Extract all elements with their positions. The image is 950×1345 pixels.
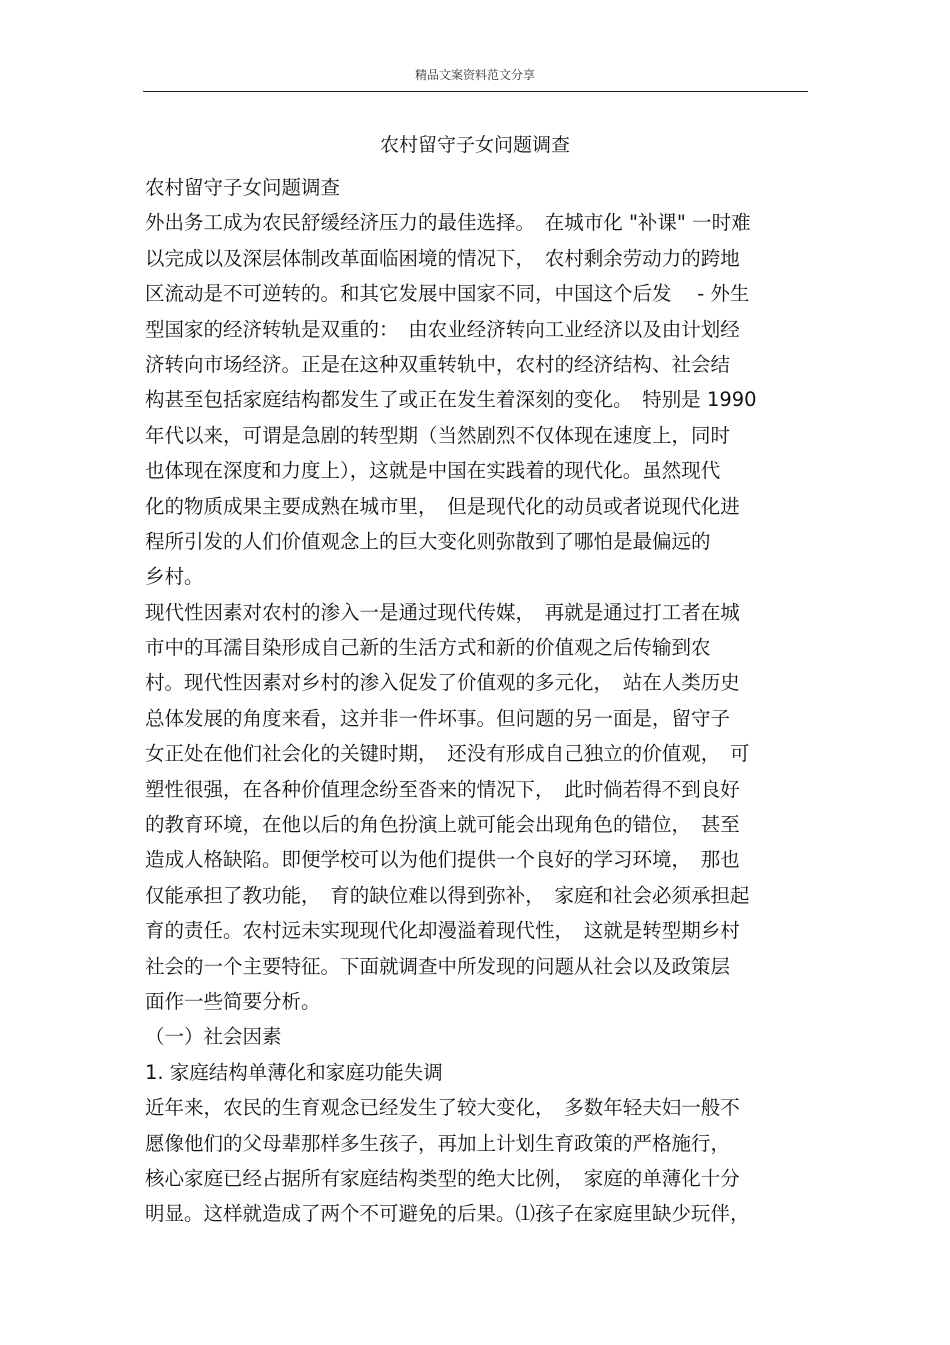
text-line: 仅能承担了教功能， 育的缺位难以得到弥补， 家庭和社会必须承担起 (145, 883, 750, 907)
text-line: 以完成以及深层体制改革面临困境的情况下， 农村剩余劳动力的跨地 (145, 246, 740, 270)
text-line: 乡村。 (145, 565, 204, 589)
text-line: 程所引发的人们价值观念上的巨大变化则弥散到了哪怕是最偏远的 (145, 529, 711, 553)
text-line: 愿像他们的父母辈那样多生孩子，再加上计划生育政策的严格施行， (145, 1131, 731, 1155)
text-line: 核心家庭已经占据所有家庭结构类型的绝大比例， 家庭的单薄化十分 (145, 1166, 740, 1190)
text-line: 型国家的经济转轨是双重的： 由农业经济转向工业经济以及由计划经 (145, 317, 740, 341)
text-line: 农村留守子女问题调查 (145, 176, 341, 199)
text-line: 现代性因素对农村的渗入一是通过现代传媒， 再就是通过打工者在城 (145, 600, 740, 624)
text-line: 构甚至包括家庭结构都发生了或正在发生着深刻的变化。 特别是 1990 (145, 388, 757, 412)
text-line: 育的责任。农村远未实现现代化却漫溢着现代性， 这就是转型期乡村 (145, 919, 740, 943)
text-line: 的教育环境，在他以后的角色扮演上就可能会出现角色的错位， 甚至 (145, 813, 740, 837)
text-line: 外出务工成为农民舒缓经济压力的最佳选择。 在城市化 "补课" 一时难 (145, 211, 751, 235)
page-header: 精品文案资料范文分享 (414, 68, 535, 82)
text-line: 年代以来，可谓是急剧的转型期（当然剧烈不仅体现在速度上，同时 (145, 423, 731, 447)
text-line: 济转向市场经济。正是在这种双重转轨中，农村的经济结构、社会结 (145, 352, 731, 376)
text-line: 区流动是不可逆转的。和其它发展中国家不同，中国这个后发 - 外生 (145, 282, 750, 306)
text-line: 市中的耳濡目染形成自己新的生活方式和新的价值观之后传输到农 (145, 636, 711, 660)
text-line: 塑性很强，在各种价值理念纷至沓来的情况下， 此时倘若得不到良好 (145, 777, 740, 801)
text-line: 明显。这样就造成了两个不可避免的后果。⑴孩子在家庭里缺少玩伴， (145, 1202, 750, 1226)
text-line: 1. 家庭结构单薄化和家庭功能失调 (145, 1060, 443, 1084)
text-line: 也体现在深度和力度上），这就是中国在实践着的现代化。虽然现代 (145, 459, 721, 483)
text-line: 面作一些简要分析。 (145, 989, 321, 1013)
text-line: 近年来，农民的生育观念已经发生了较大变化， 多数年轻夫妇一般不 (145, 1096, 740, 1120)
text-line: 化的物质成果主要成熟在城市里， 但是现代化的动员或者说现代化进 (145, 494, 740, 518)
text-line: 造成人格缺陷。即便学校可以为他们提供一个良好的学习环境， 那也 (145, 848, 740, 872)
text-line: 村。现代性因素对乡村的渗入促发了价值观的多元化， 站在人类历史 (145, 671, 740, 695)
text-line: （一）社会因素 (145, 1025, 282, 1049)
header-rule (143, 91, 808, 92)
text-line: 社会的一个主要特征。下面就调查中所发现的问题从社会以及政策层 (145, 954, 731, 978)
document-body (145, 170, 815, 1232)
text-line: 总体发展的角度来看，这并非一件坏事。但问题的另一面是，留守子 (145, 706, 731, 730)
document-title: 农村留守子女问题调查 (379, 134, 570, 156)
text-line: 女正处在他们社会化的关键时期， 还没有形成自己独立的价值观， 可 (145, 742, 750, 766)
